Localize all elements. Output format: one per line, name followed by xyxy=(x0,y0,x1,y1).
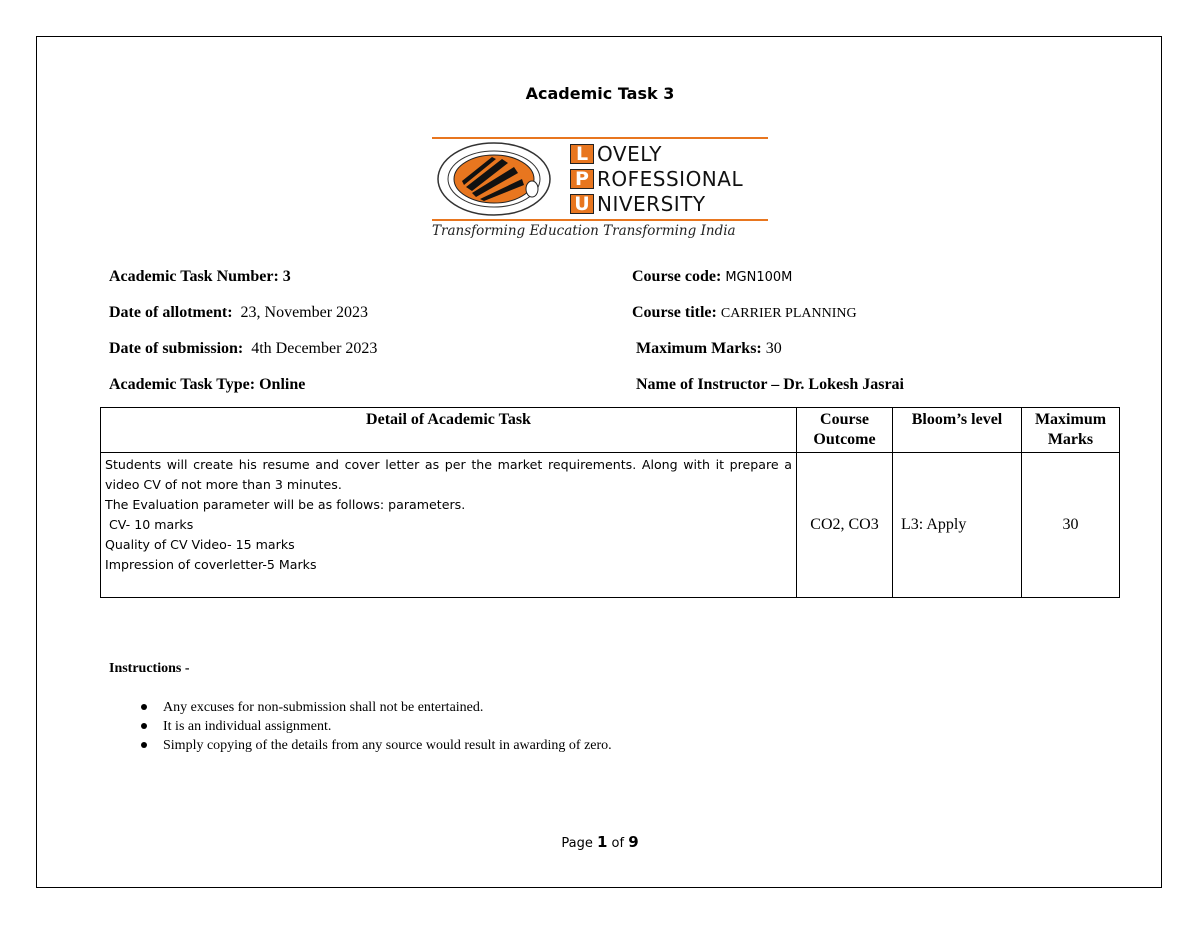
task-number-row xyxy=(109,268,291,286)
logo-row-university xyxy=(570,193,706,215)
logo-tagline: Transforming Education Transforming India xyxy=(432,223,736,239)
detail-line-5: Impression of coverletter-5 Marks xyxy=(105,557,317,572)
academic-task-table xyxy=(100,407,1120,598)
instructions-list xyxy=(140,698,612,755)
allotment-row xyxy=(109,304,368,322)
logo-top-rule xyxy=(432,137,768,139)
detail-line-1: Students will create his resume and cover letter as per the market requirements. Along with it prepare a video CV of not more than 3 minutes. xyxy=(105,457,792,492)
logo-letter-p: P xyxy=(570,169,594,189)
course-title-row xyxy=(632,304,857,323)
task-number-label: Academic Task Number: xyxy=(109,268,279,285)
total-pages-number: 9 xyxy=(628,833,639,851)
maximum-marks-cell: 30 xyxy=(1022,453,1120,598)
task-number-value: 3 xyxy=(282,268,291,285)
detail-line-2: The Evaluation parameter will be as follows: parameters. xyxy=(105,497,466,512)
list-item: It is an individual assignment. xyxy=(140,717,612,736)
list-item: Simply copying of the details from any source would result in awarding of zero. xyxy=(140,736,612,755)
max-marks-row xyxy=(636,340,782,358)
list-item: Any excuses for non-submission shall not be entertained. xyxy=(140,698,612,717)
logo-word-rofessional: ROFESSIONAL xyxy=(597,167,744,191)
task-type-label: Academic Task Type: xyxy=(109,376,256,393)
logo-word-ovely: OVELY xyxy=(597,142,662,166)
header-maximum-marks: Maximum Marks xyxy=(1022,408,1120,453)
course-title-value: CARRIER PLANNING xyxy=(720,306,857,321)
page-word: Page xyxy=(561,836,593,851)
max-marks-value: 30 xyxy=(765,340,782,357)
course-code-value: MGN100M xyxy=(725,270,793,285)
task-type-row xyxy=(109,376,305,394)
instructor-label: Name of Instructor – xyxy=(636,376,780,393)
course-outcome-cell: CO2, CO3 xyxy=(797,453,893,598)
logo-letter-u: U xyxy=(570,194,594,214)
course-code-label: Course code: xyxy=(632,268,722,285)
submission-label: Date of submission: xyxy=(109,340,244,357)
blooms-level-cell: L3: Apply xyxy=(893,453,1022,598)
table-header-row xyxy=(101,408,1120,453)
instructions-heading: Instructions - xyxy=(109,661,190,676)
instructor-value: Dr. Lokesh Jasrai xyxy=(783,376,904,393)
submission-row xyxy=(109,340,377,358)
logo-row-professional xyxy=(570,168,743,190)
detail-line-4: Quality of CV Video- 15 marks xyxy=(105,537,295,552)
detail-line-3: CV- 10 marks xyxy=(105,517,194,532)
course-title-label: Course title: xyxy=(632,304,717,321)
instructor-row xyxy=(636,376,904,394)
course-code-row xyxy=(632,268,792,287)
document-title: Academic Task 3 xyxy=(525,84,675,103)
header-course-outcome: Course Outcome xyxy=(797,408,893,453)
submission-value: 4th December 2023 xyxy=(251,340,378,357)
max-marks-label: Maximum Marks: xyxy=(636,340,762,357)
detail-cell xyxy=(101,453,797,598)
header-detail: Detail of Academic Task xyxy=(101,408,797,453)
logo-word-niversity: NIVERSITY xyxy=(597,192,706,216)
allotment-label: Date of allotment: xyxy=(109,304,233,321)
task-type-value: Online xyxy=(259,376,306,393)
logo-bottom-rule xyxy=(432,219,768,221)
of-word: of xyxy=(611,836,625,851)
logo-row-lovely xyxy=(570,143,662,165)
page-footer xyxy=(0,833,1200,851)
table-row xyxy=(101,453,1120,598)
university-logo xyxy=(432,137,772,242)
current-page-number: 1 xyxy=(596,833,608,851)
header-blooms-level: Bloom’s level xyxy=(893,408,1022,453)
logo-letter-l: L xyxy=(570,144,594,164)
allotment-value: 23, November 2023 xyxy=(240,304,369,321)
university-seal-icon xyxy=(436,141,566,217)
